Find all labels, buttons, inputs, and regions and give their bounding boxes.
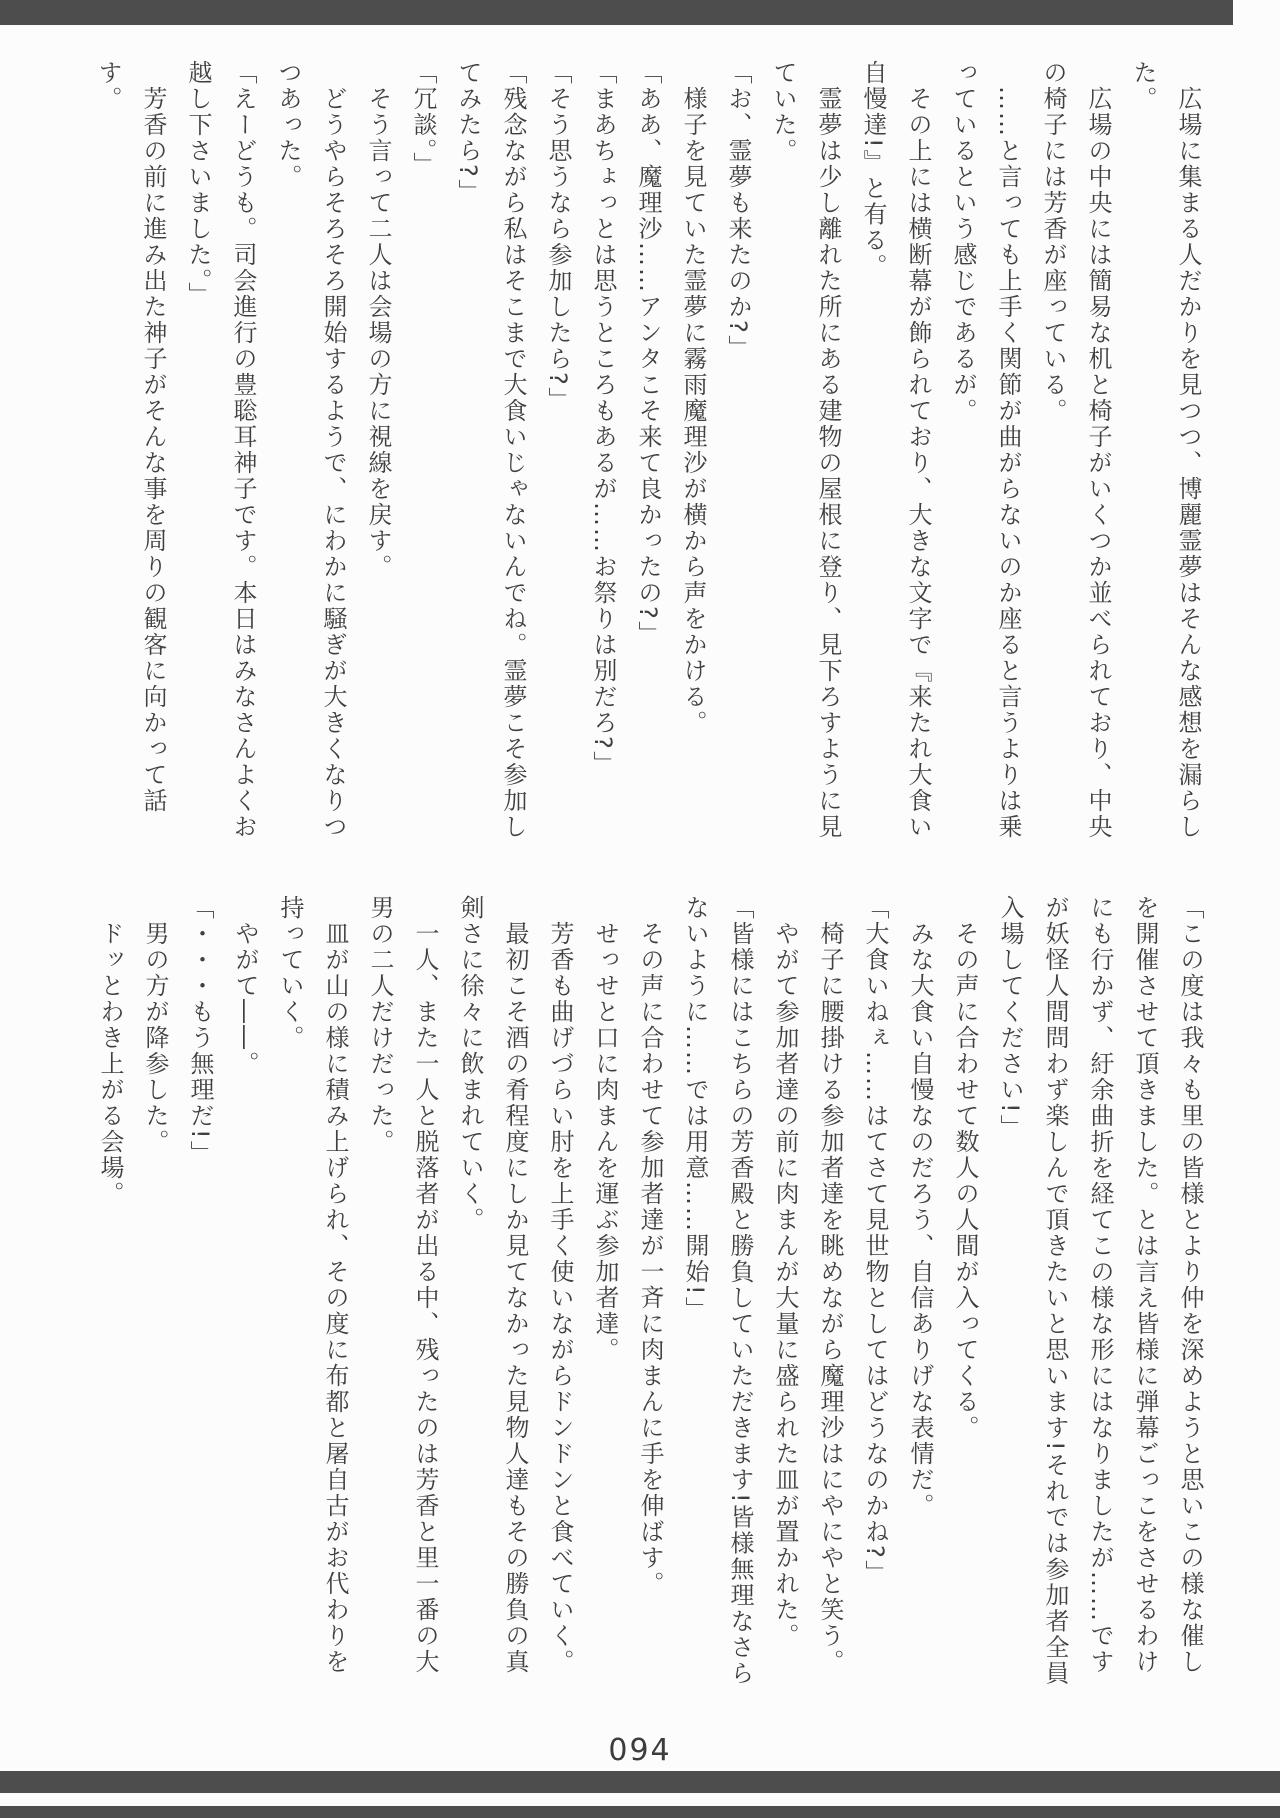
paragraph: やがて――。	[231, 921, 259, 1077]
paragraph: 「えーどうも。司会進行の豊聡耳神子です。本日はみなさんよくお越し下さいました。」	[184, 60, 257, 840]
paragraph: その声に合わせて参加者達が一斉に肉まんに手を伸ばす。	[636, 921, 664, 1597]
paragraph: 「皆様にはこちらの芳香殿と勝負していただきます!皆様無理なさらないように……では用意……開始!」	[681, 895, 754, 1687]
paragraph: 芳香も曲げづらい肘を上手く使いながらドンドンと食べていく。	[546, 921, 574, 1675]
paragraph: そう言って二人は会場の方に視線を戻す。	[364, 86, 392, 580]
paragraph: 広場に集まる人だかりを見つつ、博麗霊夢はそんな感想を漏らした。	[1129, 60, 1202, 840]
paragraph: 「この度は我々も里の皆様とより仲を深めようと思いこの様な催しを開催させて頂きました。とは言え皆様に弾幕ごっこをさせるわけにも行かず、紆余曲折を経てこの様な形にはなりましたが……ですが妖怪人間問わず楽しんで頂きたいと思います!それでは参加者全員入場してください!」	[996, 895, 1204, 1687]
paragraph: 広場の中央には簡易な机と椅子がいくつか並べられており、中央の椅子には芳香が座っている。	[1039, 60, 1112, 840]
paragraph: せっせと口に肉まんを運ぶ参加者達。	[591, 921, 619, 1363]
paragraph: 皿が山の様に積み上げられ、その度に布都と屠自古がお代わりを持っていく。	[276, 895, 349, 1675]
paragraph: 一人、また一人と脱落者が出る中、残ったのは芳香と里一番の大男の二人だけだった。	[366, 895, 439, 1675]
paragraph: 最初こそ酒の肴程度にしか見てなかった見物人達もその勝負の真剣さに徐々に飲まれていく。	[456, 895, 529, 1675]
page-number: 094	[608, 1733, 672, 1768]
paragraph: みな大食い自慢なのだろう、自信ありげな表情だ。	[906, 921, 934, 1519]
story-text-bottom-block	[82, 895, 1212, 1690]
paragraph: その声に合わせて数人の人間が入ってくる。	[951, 921, 979, 1441]
paragraph: ドッとわき上がる会場。	[96, 921, 124, 1207]
story-text-top-block	[85, 60, 1210, 844]
paragraph: やがて参加者達の前に肉まんが大量に盛られた皿が置かれた。	[771, 921, 799, 1649]
scan-edge-top-bar	[0, 0, 1233, 25]
scan-edge-bottom-bar-2	[0, 1806, 1280, 1818]
paragraph: 「残念ながら私はそこまで大食いじゃないんでね。霊夢こそ参加してみたら?」	[454, 60, 527, 840]
paragraph: 霊夢は少し離れた所にある建物の屋根に登り、見下ろすように見ていた。	[769, 60, 842, 840]
paragraph: その上には横断幕が飾られており、大きな文字で『来たれ大食い自慢達!』と有る。	[859, 60, 932, 840]
paragraph: 芳香の前に進み出た神子がそんな事を周りの観客に向かって話す。	[94, 60, 167, 814]
paragraph: ……と言っても上手く関節が曲がらないのか座ると言うよりは乗っているという感じであるが。	[949, 60, 1022, 840]
paragraph: 「冗談。」	[409, 60, 437, 178]
paragraph: 「そう思うなら参加したら?」	[544, 60, 572, 413]
paragraph: 「ああ、魔理沙……アンタこそ来て良かったの?」	[634, 60, 662, 647]
paragraph: どうやらそろそろ開始するようで、にわかに騒ぎが大きくなりつつあった。	[274, 60, 347, 840]
scan-edge-bottom-bar-1	[0, 1771, 1280, 1793]
paragraph: 様子を見ていた霊夢に霧雨魔理沙が横から声をかける。	[679, 86, 707, 736]
paragraph: 「お、霊夢も来たのか?」	[724, 60, 752, 361]
paragraph: 椅子に腰掛ける参加者達を眺めながら魔理沙はにやにやと笑う。	[816, 921, 844, 1675]
paragraph: 「大食いねぇ……はてさて見世物としてはどうなのかね?」	[861, 895, 889, 1586]
paragraph: 「まあちょっとは思うところもあるが……お祭りは別だろ?」	[589, 60, 617, 777]
paragraph: 「・・・もう無理だ!」	[186, 895, 214, 1167]
paragraph: 男の方が降参した。	[141, 921, 169, 1155]
